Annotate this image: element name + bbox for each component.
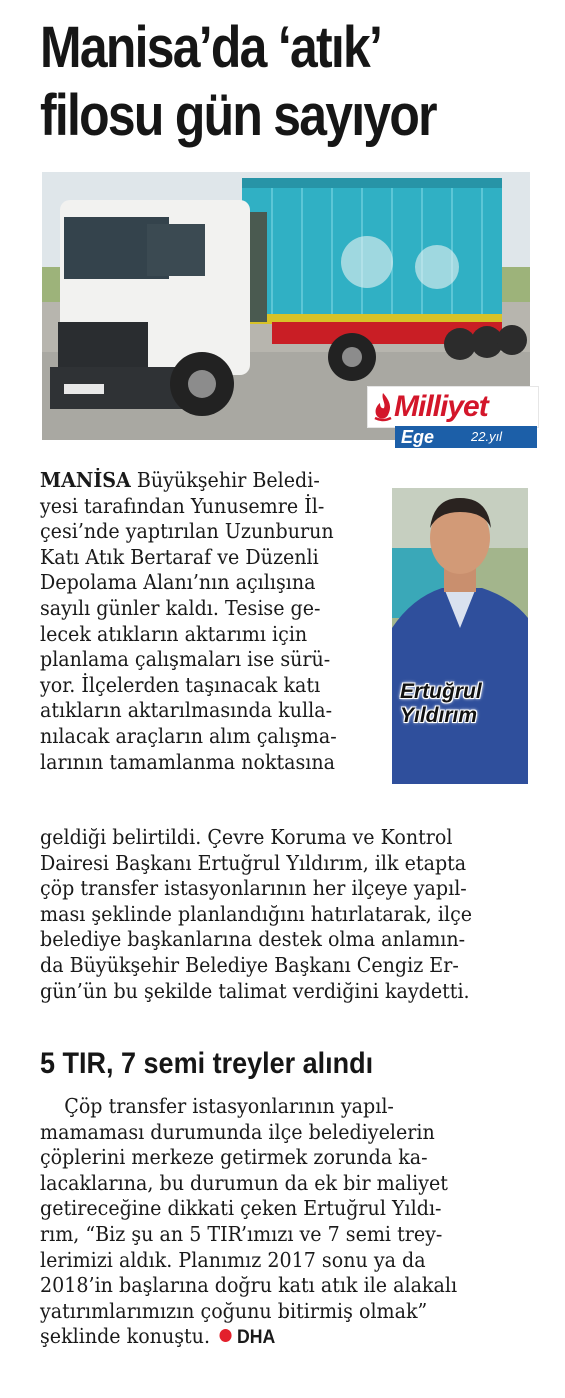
text-line: lerimizi aldık. Planımız 2017 sonu ya da — [40, 1247, 426, 1272]
text-line: getireceğine dikkati çeken Ertuğrul Yıldı- — [40, 1196, 442, 1221]
text-line: ması şeklinde planlandığını hatırlatarak, ilçe — [40, 901, 473, 926]
headline — [40, 14, 487, 150]
logo-bottom-band — [395, 426, 537, 448]
text-line — [40, 468, 337, 494]
article-lead-column — [40, 468, 359, 775]
text-line-last — [40, 1324, 457, 1351]
text-line: mamaması durumunda ilçe belediyelerin — [40, 1119, 435, 1144]
text-line: belediye başkanlarına destek olma anlamın- — [40, 927, 466, 952]
logo-top-band — [367, 386, 539, 428]
portrait-photo — [392, 488, 528, 784]
text-line: yesi tarafından Yunusemre İl- — [40, 493, 325, 518]
caption-first-name: Ertuğrul — [400, 680, 482, 703]
milliyet-ege-logo — [367, 386, 537, 450]
caption-last-name: Yıldırım — [400, 704, 478, 727]
text-line: planlama çalışmaları ise sürü- — [40, 647, 331, 672]
text-line: Katı Atık Bertaraf ve Düzenli — [40, 544, 319, 569]
portrait-illustration — [392, 488, 528, 784]
flame-icon — [372, 391, 394, 423]
logo-name: Milliyet — [394, 390, 488, 423]
text-line: çöplerini merkeze getirmek zorunda ka- — [40, 1145, 428, 1170]
lead-word: MANİSA — [40, 468, 131, 492]
article-continued — [40, 825, 505, 1004]
text-line-rest: Büyükşehir Beledi- — [130, 468, 320, 492]
text-line: çöp transfer istasyonlarının her ilçeye yapıl- — [40, 876, 467, 901]
text-line: geldiği belirtildi. Çevre Koruma ve Kontrol — [40, 825, 453, 849]
portrait-caption — [400, 680, 482, 728]
text-line: 2018’in başlarına doğru katı atık ile alakalı — [40, 1273, 458, 1298]
text-line: rım, “Biz şu an 5 TIR’ımızı ve 7 semi trey- — [40, 1221, 443, 1246]
article-second-section — [40, 1094, 488, 1351]
text-line: atıkların aktarılmasında kulla- — [40, 698, 333, 723]
text-line: Depolama Alanı’nın açılışına — [40, 570, 316, 595]
text-line: çesi’nde yaptırılan Uzunburun — [40, 519, 334, 544]
text-line: Dairesi Başkanı Ertuğrul Yıldırım, ilk etapta — [40, 850, 467, 875]
text-line: lecek atıkların aktarımı için — [40, 621, 308, 646]
text-line: larının tamamlanma noktasına — [40, 749, 336, 774]
headline-line-2: filosu gün sayıyor — [40, 83, 436, 148]
text-line: lacaklarına, bu durumun da ek bir maliyet — [40, 1170, 448, 1195]
text-line: da Büyükşehir Belediye Başkanı Cengiz Er- — [40, 952, 459, 977]
source-dot-icon — [219, 1329, 231, 1342]
subheading: 5 TIR, 7 semi treyler alındı — [40, 1047, 374, 1080]
text-line: nılacak araçların alım çalışma- — [40, 723, 337, 748]
text-line: yatırımlarımızın çoğunu bitirmiş olmak” — [40, 1298, 428, 1323]
text-line: yor. İlçelerden taşınacak katı — [40, 672, 321, 697]
text-line: sayılı günler kaldı. Tesise ge- — [40, 595, 321, 620]
text-line: Çöp transfer istasyonlarının yapıl- — [40, 1094, 394, 1118]
text-line: gün’ün bu şekilde talimat verdiğini kaydetti. — [40, 978, 470, 1003]
source-agency: DHA — [236, 1327, 276, 1349]
closing-text: şeklinde konuştu. — [40, 1324, 211, 1349]
headline-line-1: Manisa’da ‘atık’ — [40, 15, 382, 80]
logo-anniversary: 22.yıl — [471, 429, 503, 444]
logo-edition: Ege — [401, 427, 435, 447]
